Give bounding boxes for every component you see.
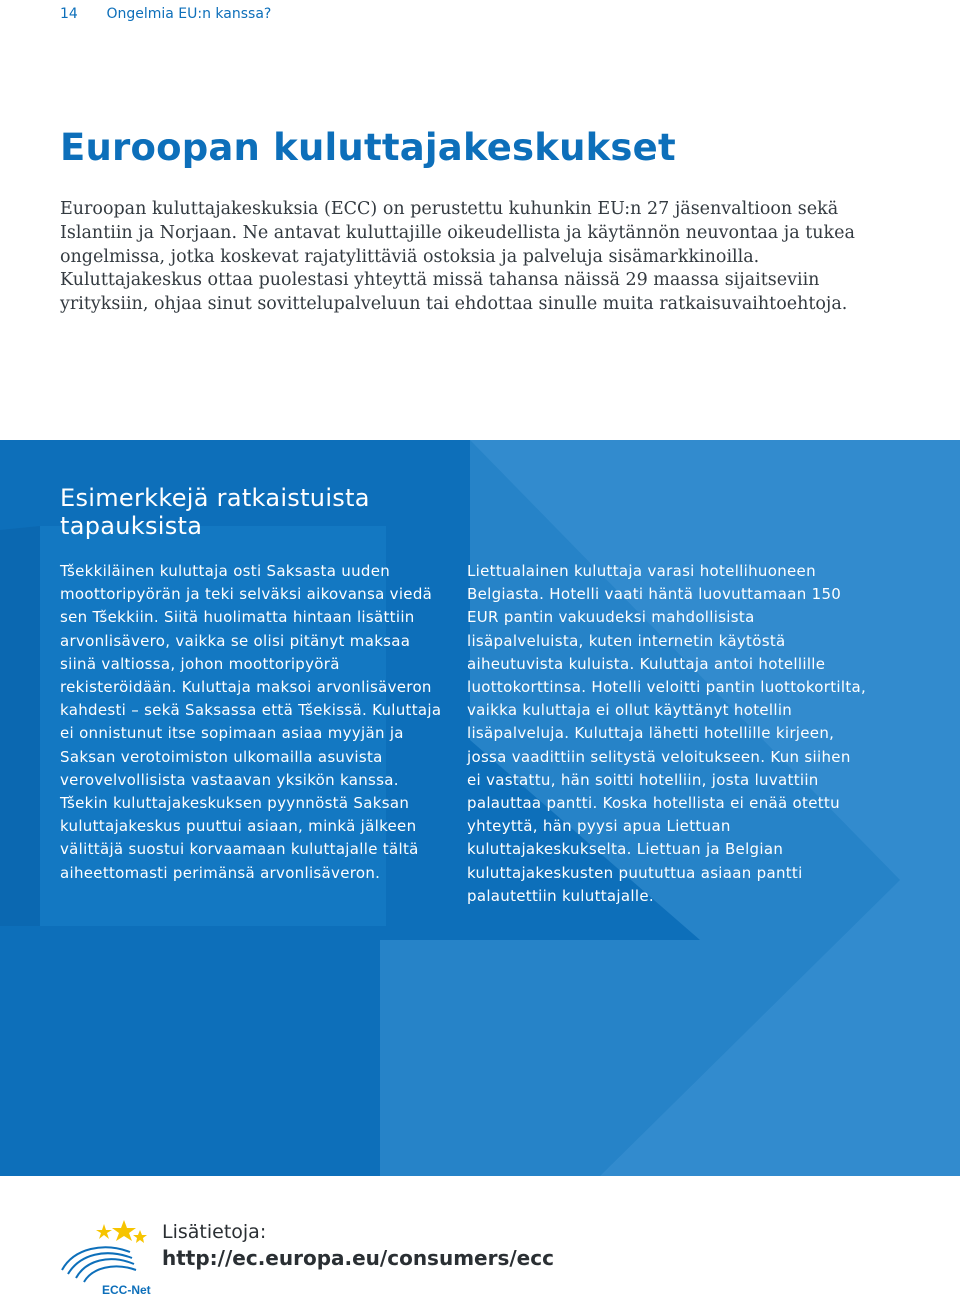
case-example-right: Liettualainen kuluttaja varasi hotellihuoneen Belgiasta. Hotelli vaati häntä luovuttamaan 150 EUR pantin vakuudeksi mahdollisista lisäpalveluista, kuten internetin käytöstä aiheutuvista kuluista. Kuluttaja antoi hotellille luottokorttinsa. Hotelli veloitti pantin luottokortilta, vaikka kuluttaja ei ollut käyttänyt hotellin lisäpalveluja. Kuluttaja lähetti hotellille kirjeen, jossa vaadittiin selitystä veloitukseen. Kun siihen ei vastattu, hän soitti hotelliin, josta luvattiin palauttaa pantti. Koska hotellista ei enää otettu yhteyttä, hän pyysi apua Liettuan kuluttajakeskukselta. Liettuan ja Belgian kuluttajakeskusten puututtua asiaan pantti palautettiin kuluttajalle.	[467, 562, 867, 905]
panel-title: Esimerkkejä ratkaistuista tapauksista	[60, 484, 370, 540]
case-example-left: Tšekkiläinen kuluttaja osti Saksasta uuden moottoripyörän ja teki selväksi aikovansa viedä sen Tšekkiin. Siitä huolimatta hintaan lisättiin arvonlisävero, vaikka se olisi pitänyt maksaa siinä valtiossa, johon moottoripyörä rekisteröidään. Kuluttaja maksoi arvonlisäveron kahdesti – sekä Saksassa että Tšekissä. Kuluttaja ei onnistunut itse sopimaan asiaa myyjän ja Saksan verotoimiston ulkomailla asuvista verovelvollisista vastaavan yksikön kanssa. Tšekin kuluttajakeskuksen pyynnöstä Saksan kuluttajakeskus puuttui asiaan, minkä jälkeen välittäjä suostui korvaamaan kuluttajalle tältä aiheettomasti perimänsä arvonlisäveron.	[60, 562, 442, 882]
ecc-net-logo	[58, 1218, 158, 1298]
page-number: 14	[60, 6, 78, 22]
more-info-label: Lisätietoja:	[162, 1221, 267, 1243]
more-info-link[interactable]: http://ec.europa.eu/consumers/ecc	[162, 1246, 554, 1270]
page-title: Euroopan kuluttajakeskukset	[60, 126, 676, 169]
intro-paragraph: Euroopan kuluttajakeskuksia (ECC) on perustettu kuhunkin EU:n 27 jäsenvaltioon sekä Islantiin ja Norjaan. Ne antavat kuluttajille oikeudellista ja käytännön neuvontaa ja tukea ongelmissa, jotka koskevat rajatylittäviä ostoksia ja palveluja sisämarkkinoilla. Kuluttajakeskus ottaa puolestasi yhteyttä missä tahansa näissä 29 maassa sijaitseviin yrityksiin, ohjaa sinut sovittelupalveluun tai ehdottaa sinulle muita ratkaisuvaihtoehtoja.	[60, 199, 855, 315]
page-header	[60, 6, 271, 22]
section-title: Ongelmia EU:n kanssa?	[106, 6, 272, 22]
examples-panel	[0, 440, 960, 1176]
logo-text: ECC-Net	[102, 1283, 151, 1297]
